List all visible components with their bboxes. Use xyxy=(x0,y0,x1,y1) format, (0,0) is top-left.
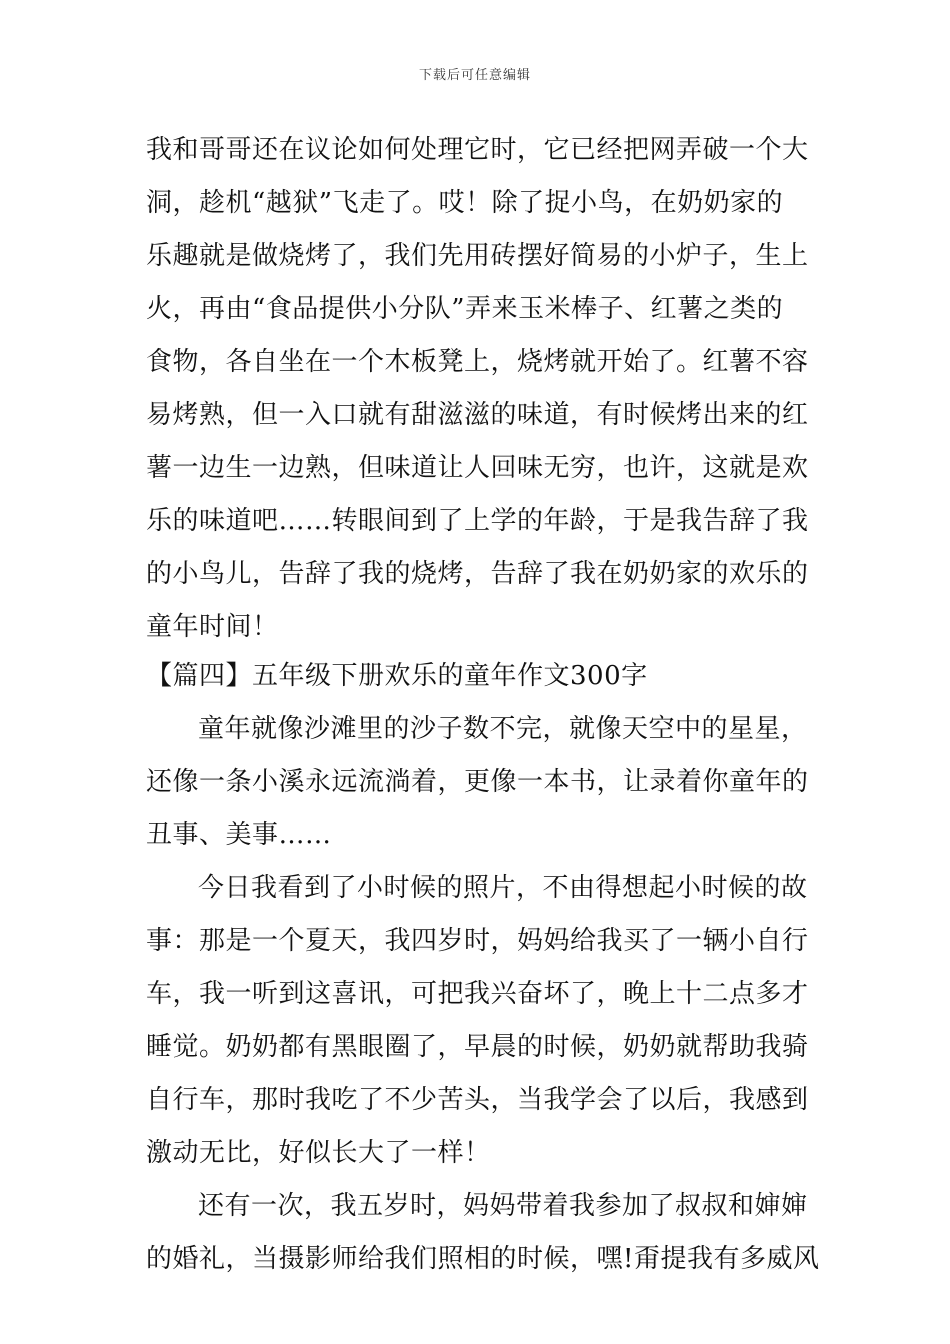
text-line: 我和哥哥还在议论如何处理它时，它已经把网弄破一个大 xyxy=(146,135,809,165)
paragraph-first-line: 还有一次，我五岁时，妈妈带着我参加了叔叔和婶婶 xyxy=(198,1191,808,1221)
paragraph-first-line: 童年就像沙滩里的沙子数不完，就像天空中的星星， xyxy=(198,714,808,744)
text-line: 睡觉。奶奶都有黑眼圈了，早晨的时候，奶奶就帮助我骑 xyxy=(146,1032,809,1062)
text-line: 薯一边生一边熟，但味道让人回味无穷，也许，这就是欢 xyxy=(146,453,809,483)
section-heading: 【篇四】五年级下册欢乐的童年作文300字 xyxy=(146,661,648,691)
text-line: 食物，各自坐在一个木板凳上，烧烤就开始了。红薯不容 xyxy=(146,347,809,377)
text-line: 事：那是一个夏天，我四岁时，妈妈给我买了一辆小自行 xyxy=(146,926,809,956)
text-line: 的婚礼，当摄影师给我们照相的时候，嘿!甭提我有多威风 xyxy=(146,1244,820,1274)
text-line: 自行车，那时我吃了不少苦头，当我学会了以后，我感到 xyxy=(146,1085,809,1115)
text-line: 还像一条小溪永远流淌着，更像一本书，让录着你童年的 xyxy=(146,767,809,797)
text-line: 火，再由“食品提供小分队”弄来玉米棒子、红薯之类的 xyxy=(146,294,784,324)
page-header: 下载后可任意编辑 xyxy=(418,68,531,83)
text-line: 童年时间！ xyxy=(146,612,279,642)
paragraph-first-line: 今日我看到了小时候的照片，不由得想起小时候的故 xyxy=(198,873,808,903)
text-line: 乐趣就是做烧烤了，我们先用砖摆好简易的小炉子，生上 xyxy=(146,241,809,271)
text-line: 的小鸟儿，告辞了我的烧烤，告辞了我在奶奶家的欢乐的 xyxy=(146,559,809,589)
text-line: 丑事、美事…… xyxy=(146,820,332,850)
text-line: 洞，趁机“越狱”飞走了。哎！除了捉小鸟，在奶奶家的 xyxy=(146,188,784,218)
text-line: 易烤熟，但一入口就有甜滋滋的味道，有时候烤出来的红 xyxy=(146,400,809,430)
text-line: 激动无比，好似长大了一样！ xyxy=(146,1138,491,1168)
text-line: 乐的味道吧……转眼间到了上学的年龄，于是我告辞了我 xyxy=(146,506,809,536)
text-line: 车，我一听到这喜讯，可把我兴奋坏了，晚上十二点多才 xyxy=(146,979,809,1009)
